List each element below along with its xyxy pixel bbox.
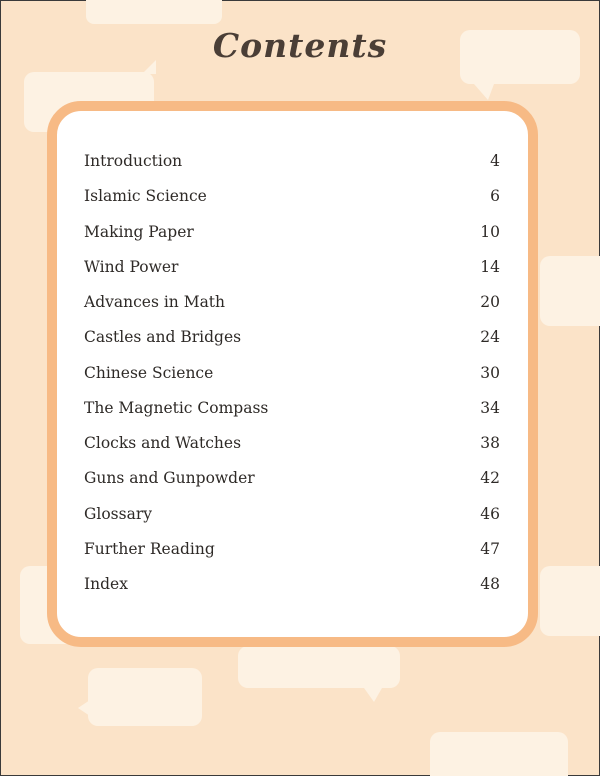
speech-bubble-decoration [238,646,400,688]
toc-entry-title: Guns and Gunpowder [84,469,255,488]
toc-entry [84,187,500,222]
toc-entry-page-number: 48 [480,575,500,593]
toc-entry-page-number: 47 [480,539,500,558]
toc-entry-page-number: 24 [480,328,500,347]
speech-bubble-decoration [540,256,600,326]
toc-entry [84,434,500,469]
toc-entry-page-number: 4 [490,152,500,170]
toc-entry-page-number: 6 [490,187,500,206]
toc-entry-title: Castles and Bridges [84,328,242,347]
toc-entry [84,540,500,575]
toc-entry [84,223,500,258]
toc-entry-page-number: 30 [480,363,500,382]
toc-entry [84,328,500,363]
toc-entry [84,575,500,610]
toc-entry-title: Making Paper [84,222,194,241]
table-of-contents [47,101,538,647]
toc-list [84,152,500,610]
toc-entry [84,469,500,504]
toc-entry-title: Index [84,575,128,593]
toc-entry-title: Further Reading [84,539,215,558]
speech-bubble-decoration [430,732,568,776]
speech-bubble-decoration [86,0,222,24]
toc-entry-title: Clocks and Watches [84,434,242,452]
toc-entry-page-number: 14 [480,257,500,276]
toc-entry [84,293,500,328]
toc-entry-title: Wind Power [84,257,179,276]
speech-bubble-decoration [88,668,202,726]
speech-bubble-decoration [540,566,600,636]
toc-entry-title: Glossary [84,504,152,523]
toc-entry [84,258,500,293]
toc-entry-page-number: 10 [480,222,500,241]
toc-entry-page-number: 20 [480,293,500,311]
page-title: Contents [212,26,388,65]
toc-entry-page-number: 42 [480,469,500,488]
toc-entry-page-number: 46 [480,504,500,523]
toc-entry-title: Islamic Science [84,187,207,206]
toc-entry [84,399,500,434]
toc-entry-title: Introduction [84,152,183,170]
toc-entry-title: Advances in Math [84,293,226,311]
toc-entry [84,364,500,399]
toc-entry [84,505,500,540]
toc-entry-page-number: 34 [480,398,500,417]
toc-entry [84,152,500,187]
toc-entry-title: The Magnetic Compass [84,398,269,417]
toc-entry-page-number: 38 [480,434,500,452]
toc-entry-title: Chinese Science [84,363,214,382]
